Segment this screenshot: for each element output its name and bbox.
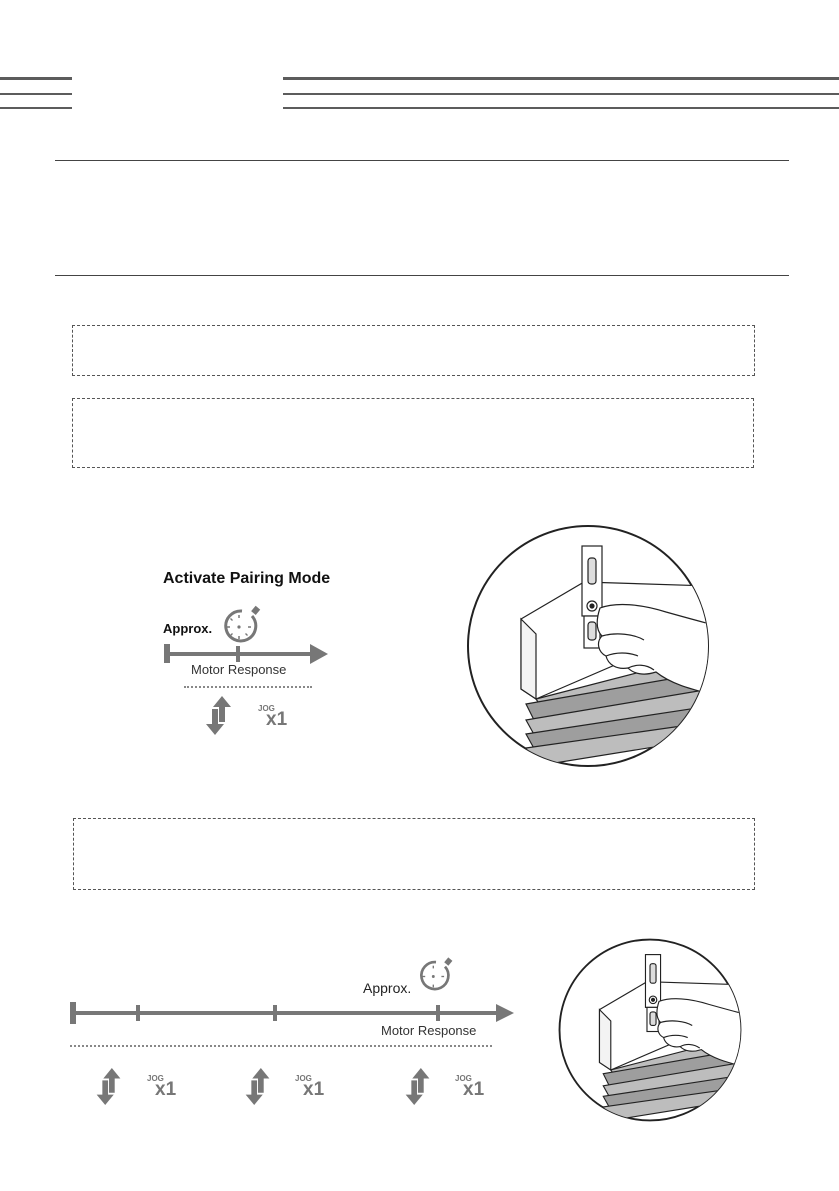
header-rule-right-middle [283,93,839,95]
note-box-1 [72,325,755,376]
header-rule-left-bottom [0,107,72,109]
hand-pressing-button-illustration [466,524,710,768]
diagram1-jog-badge [258,704,298,732]
jog-count: x1 [155,1079,177,1100]
jog-word: JOG [147,1074,164,1083]
diagram2-timeline-label: Motor Response [381,1023,477,1038]
up-down-arrows-icon [96,1068,122,1106]
up-down-arrows-icon [245,1068,271,1106]
diagram2-jog-badge-2 [295,1074,335,1102]
diagram2-jog-badge-3 [455,1074,495,1102]
hand-pressing-button-illustration [558,938,742,1122]
diagram1-dotted-divider [184,686,312,688]
up-down-arrows-icon [206,696,232,736]
diagram1-jog-word: JOG [258,704,275,713]
header-rule-right-top [283,77,839,80]
header-rule-left-top [0,77,72,80]
stopwatch-icon [220,602,264,642]
jog-word: JOG [295,1074,312,1083]
diagram1-timeline-label: Motor Response [191,662,287,677]
diagram2-dotted-divider [70,1045,492,1047]
diagram2-jog-badge-1 [147,1074,187,1102]
jog-count: x1 [463,1079,485,1100]
diagram1-approx-label: Approx. [163,621,213,636]
diagram1-jog-count: x1 [266,709,288,730]
header-rule-left-middle [0,93,72,95]
up-down-arrows-icon [405,1068,431,1106]
section-rule-top [55,160,789,161]
diagram1-title: Activate Pairing Mode [163,570,331,587]
note-box-3 [73,818,755,890]
jog-word: JOG [455,1074,472,1083]
diagram1-timeline-arrow [164,644,332,664]
header-rule-right-bottom [283,107,839,109]
diagram2-approx-label: Approx. [363,980,412,996]
section-rule-bottom [55,275,789,276]
stopwatch-icon [416,954,456,990]
note-box-2 [72,398,754,468]
jog-count: x1 [303,1079,325,1100]
